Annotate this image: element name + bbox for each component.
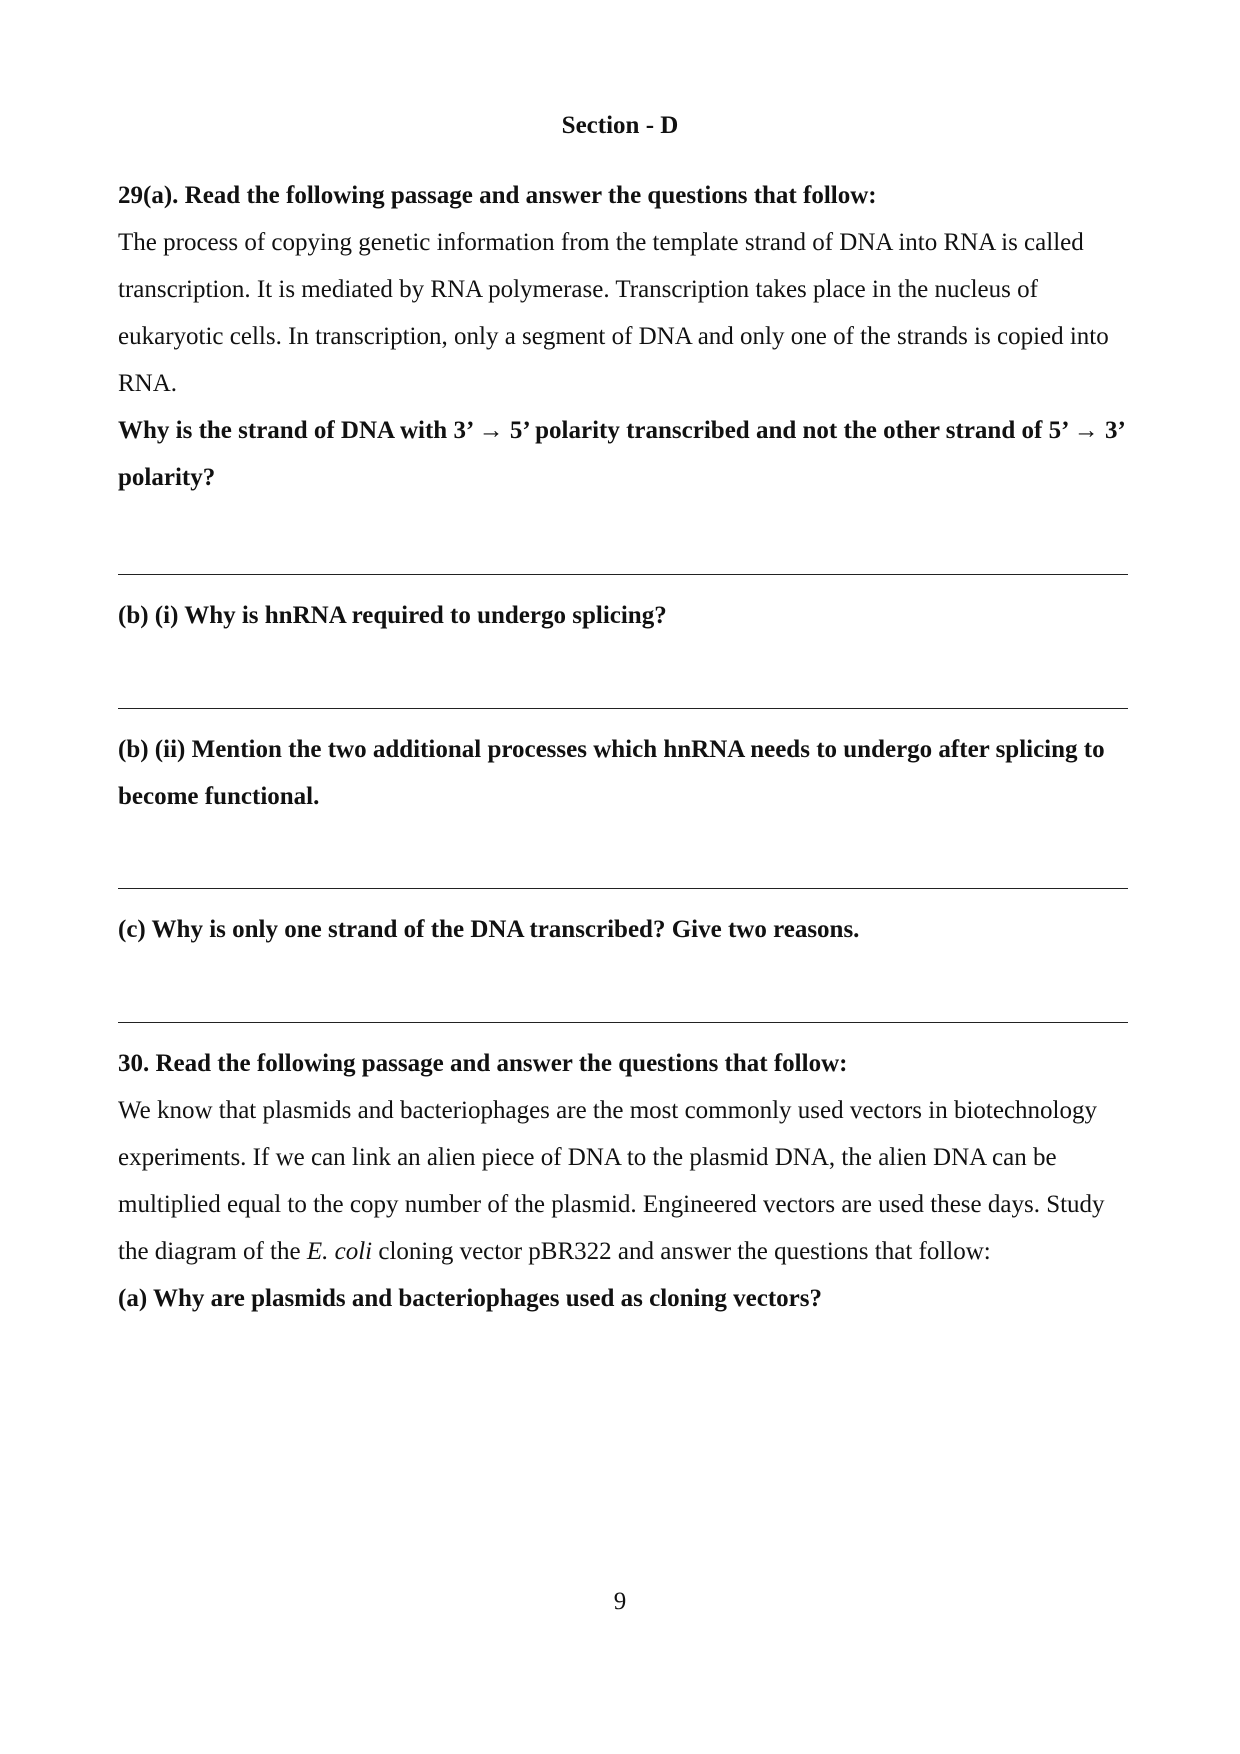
section-title: Section - D [561,112,679,139]
question-29b-ii-block [118,726,1130,820]
page-number: 9 [613,1588,627,1615]
question-29c-block [118,906,1130,953]
question-30-heading: 30. Read the following passage and answer the questions that follow: [118,1050,848,1077]
question-30a-text: (a) Why are plasmids and bacteriophages used as cloning vectors? [118,1285,822,1312]
question-29b-ii-text: (b) (ii) Mention the two additional processes which hnRNA needs to undergo after splicing to become functional. [118,736,1105,810]
question-30-passage [118,1087,1130,1275]
answer-line [118,574,1128,575]
question-30-passage-part1: We know that plasmids and bacteriophages are the most commonly used vectors in biotechnology experiments. If we can link an alien piece of DNA to the plasmid DNA, the alien DNA can be multiplied equal to the copy number of the plasmid. Engineered vectors are used these days. Study the diagram of the [118,1097,1105,1265]
question-29b-i-text: (b) (i) Why is hnRNA required to undergo splicing? [118,602,667,629]
question-29b-i-block [118,592,1130,639]
question-30-passage-italic: E. coli [306,1238,373,1265]
answer-line [118,708,1128,709]
question-30-passage-part2: cloning vector pBR322 and answer the questions that follow: [372,1238,991,1265]
question-29a-text: Why is the strand of DNA with 3’ → 5’ polarity transcribed and not the other strand of 5’ → 3’ polarity? [118,417,1125,491]
question-29-block [118,172,1130,501]
answer-line [118,1022,1128,1023]
question-29c-text: (c) Why is only one strand of the DNA transcribed? Give two reasons. [118,916,860,943]
question-29-passage: The process of copying genetic information from the template strand of DNA into RNA is called transcription. It is mediated by RNA polymerase. Transcription takes place in the nucleus of eukaryotic cells. In transcription, only a segment of DNA and only one of the strands is copied into RNA. [118,229,1109,397]
question-29-heading: 29(a). Read the following passage and answer the questions that follow: [118,182,877,209]
question-30-block [118,1040,1130,1322]
answer-line [118,888,1128,889]
